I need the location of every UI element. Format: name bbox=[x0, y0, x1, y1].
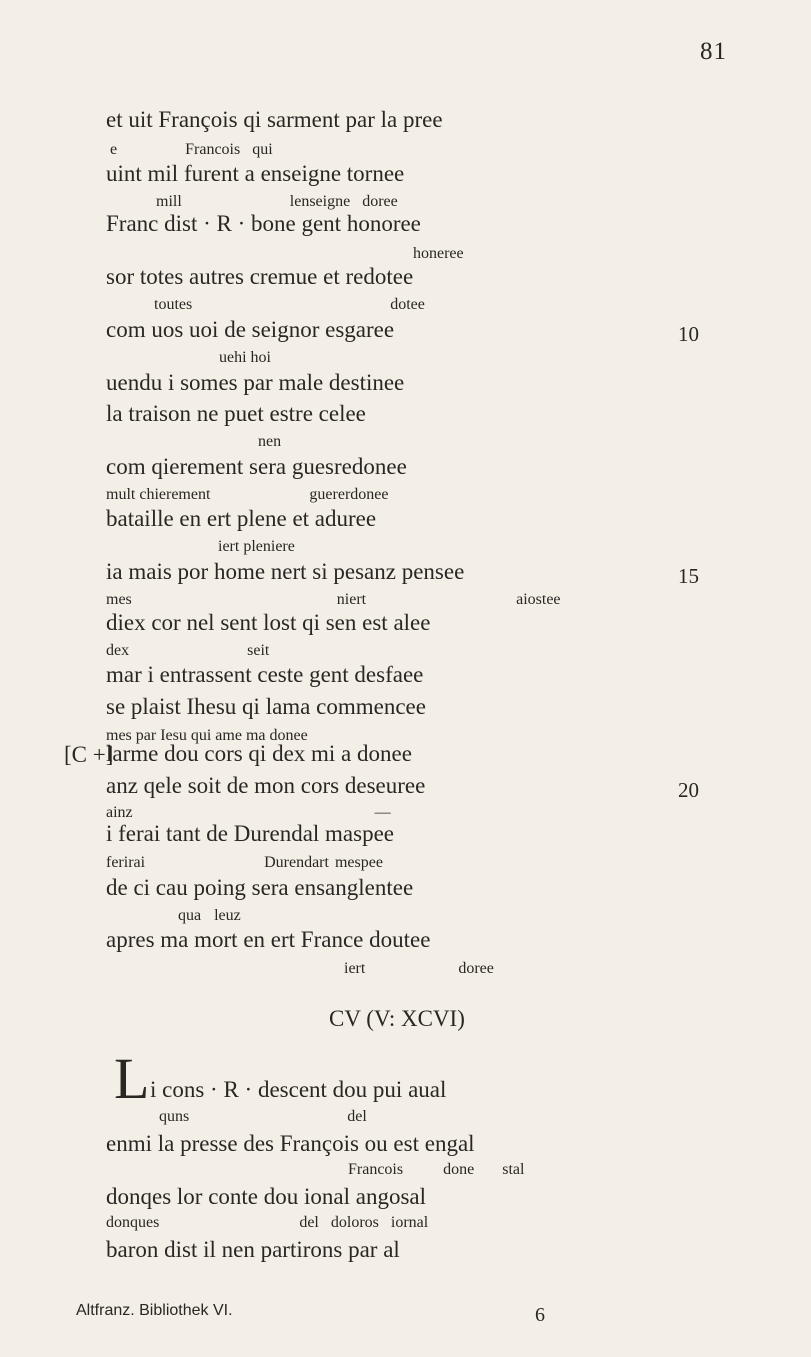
variant-word: quns bbox=[159, 1108, 190, 1125]
variant-word: mult chierement bbox=[106, 486, 211, 503]
variant-word: Francois bbox=[348, 1161, 404, 1178]
variant-line-l2-2 bbox=[348, 1162, 524, 1178]
variant-word: iert bbox=[344, 960, 366, 977]
variant-line-9 bbox=[218, 539, 295, 555]
verse-line-l2-4: baron dist il nen partirons par al bbox=[106, 1237, 400, 1262]
variant-word: qui bbox=[252, 141, 273, 158]
variant-line-l2-3 bbox=[106, 1215, 428, 1231]
line-number-10: 10 bbox=[678, 322, 699, 346]
verse-line-l2-3: donqes lor conte dou ional angosal bbox=[106, 1184, 427, 1209]
variant-word: del bbox=[299, 1214, 319, 1231]
variant-word: doloros bbox=[330, 1214, 379, 1231]
line-number-15: 15 bbox=[678, 564, 699, 588]
variant-line-1 bbox=[110, 142, 273, 158]
variant-word: nen bbox=[258, 433, 282, 450]
verse-line-11: diex cor nel sent lost qi sen est alee bbox=[106, 610, 431, 635]
variant-word: Francois bbox=[185, 141, 241, 158]
variant-word: ainz bbox=[106, 804, 133, 821]
verse-line-14: larme dou cors qi dex mi a donee bbox=[106, 741, 412, 766]
variant-line-15 bbox=[106, 805, 391, 821]
variant-word: ferirai bbox=[106, 854, 146, 871]
variant-line-5 bbox=[219, 350, 271, 366]
verse-line-4: sor totes autres cremue et redotee bbox=[106, 264, 414, 289]
laisse-heading: CV (V: XCVI) bbox=[329, 1006, 465, 1031]
verse-line-17: de ci cau poing sera ensanglentee bbox=[106, 875, 414, 900]
variant-word: doree bbox=[458, 960, 494, 977]
variant-word: e bbox=[110, 141, 118, 158]
variant-word: doree bbox=[362, 193, 398, 210]
variant-word: seit bbox=[247, 642, 270, 659]
variant-word: leuz bbox=[214, 907, 241, 924]
verse-line-13: se plaist Ihesu qi lama commencee bbox=[106, 694, 426, 719]
variant-word: Durendart bbox=[264, 854, 329, 871]
footer-imprint: Altfranz. Bibliothek VI. bbox=[76, 1302, 233, 1319]
page-number: 81 bbox=[700, 38, 727, 65]
verse-line-9: bataille en ert plene et aduree bbox=[106, 506, 377, 531]
signature-mark: 6 bbox=[535, 1304, 545, 1326]
variant-line-l2-1 bbox=[159, 1109, 367, 1125]
variant-word: donques bbox=[106, 1214, 160, 1231]
variant-word: honeree bbox=[413, 245, 464, 262]
variant-line-16 bbox=[106, 855, 383, 871]
variant-word: dex bbox=[106, 642, 130, 659]
variant-line-2 bbox=[156, 194, 398, 210]
verse-line-10: ia mais por home nert si pesanz pensee bbox=[106, 559, 465, 584]
verse-line-1: et uit François qi sarment par la pree bbox=[106, 107, 443, 132]
variant-word: stal bbox=[502, 1161, 525, 1178]
variant-line-3 bbox=[413, 246, 464, 262]
variant-word: dotee bbox=[390, 296, 425, 313]
verse-line-l2-2: enmi la presse des François ou est engal bbox=[106, 1131, 475, 1156]
variant-word: mespee bbox=[334, 854, 383, 871]
verse-line-16: i ferai tant de Durendal maspee bbox=[106, 821, 395, 846]
variant-line-7 bbox=[258, 434, 281, 450]
variant-word: aiostee bbox=[516, 591, 561, 608]
variant-word: mes par Iesu qui ame ma donee bbox=[106, 727, 308, 744]
variant-line-4 bbox=[154, 297, 425, 313]
variant-word: — bbox=[374, 804, 391, 821]
variant-word: del bbox=[347, 1108, 367, 1125]
side-reference: [C +] bbox=[64, 742, 114, 767]
variant-word: lenseigne bbox=[289, 193, 351, 210]
variant-line-11 bbox=[106, 643, 269, 659]
variant-word: mes bbox=[106, 591, 132, 608]
variant-word: toutes bbox=[154, 296, 193, 313]
variant-line-17 bbox=[178, 908, 241, 924]
verse-line-2: uint mil furent a enseigne tornee bbox=[106, 161, 405, 186]
variant-line-8 bbox=[106, 487, 388, 503]
variant-word: guererdonee bbox=[309, 486, 389, 503]
variant-word: iert pleniere bbox=[218, 538, 295, 555]
variant-word: qua bbox=[178, 907, 202, 924]
verse-line-8: com qierement sera guesredonee bbox=[106, 454, 407, 479]
verse-line-18: apres ma mort en ert France doutee bbox=[106, 927, 431, 952]
variant-line-18 bbox=[344, 961, 494, 977]
verse-line-12: mar i entrassent ceste gent desfaee bbox=[106, 662, 424, 687]
verse-line-6: uendu i somes par male destinee bbox=[106, 370, 405, 395]
verse-line-5: com uos uoi de seignor esgaree bbox=[106, 317, 395, 342]
variant-line-10 bbox=[106, 592, 561, 608]
variant-word: niert bbox=[336, 591, 367, 608]
variant-word: mill bbox=[156, 193, 182, 210]
variant-word: iornal bbox=[390, 1214, 429, 1231]
verse-line-7: la traison ne puet estre celee bbox=[106, 401, 366, 426]
variant-word: uehi hoi bbox=[219, 349, 271, 366]
verse-line-3: Franc dist · R · bone gent honoree bbox=[106, 211, 421, 236]
line-number-20: 20 bbox=[678, 778, 699, 802]
drop-initial: L bbox=[114, 1046, 150, 1111]
verse-line-15: anz qele soit de mon cors deseuree bbox=[106, 773, 426, 798]
variant-word: done bbox=[443, 1161, 475, 1178]
verse-line-l2-1: i cons · R · descent dou pui aual bbox=[150, 1077, 447, 1102]
